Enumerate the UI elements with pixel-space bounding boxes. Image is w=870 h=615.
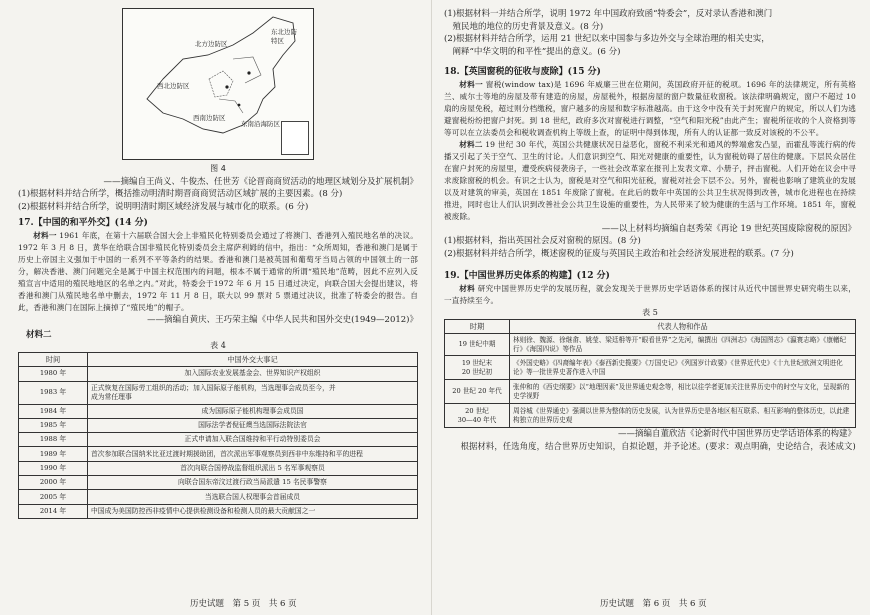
q17-m1-line: 部分，解决香港、澳门问题完全是属于中国主权范围内的问题，根本不属于通常的所谓“殖	[18, 255, 418, 276]
region-northwest: 西北边防区	[157, 82, 190, 90]
q17-m1-line: 通过了将澳门、香港列入殖民地名单的决议。1972 年 3 月 8 日，黄华在给联合国非殖民化特别委员会主	[18, 231, 419, 252]
q17-sub-line: (1)根据材料一并结合所学，说明 1972 年中国政府致函“特委会”，反对录认香港和澳门	[444, 9, 773, 19]
table-header-row	[445, 320, 856, 334]
q17-sub2	[444, 33, 856, 58]
table-cell-year: 1989 年	[19, 447, 88, 461]
q17-m1-line: 1972 年 6 月 15 日通过决定，向联合国大会提出建议，将香港和澳门从殖民地名单中删去，	[18, 279, 418, 300]
q18-m1-line: 窗税所征收的个人资格到等等可以在立法委员会和税收调查机构上等级上查，	[444, 116, 856, 137]
q18-m2-line: 霍乱等流行病的传播又引起了关于空气、卫生的讨论。人们意识到空气、阳光对健康的	[444, 140, 856, 161]
event-line: 成为常任理事	[91, 392, 132, 401]
q18-sub1: (1)根据材料，指出英国社会反对窗税的原因。(8 分)	[444, 236, 641, 246]
q17-title-text: 【中国的和平外交】(14 分)	[33, 218, 148, 228]
map-figure	[122, 8, 314, 160]
q18-material-2	[444, 139, 856, 223]
q18-m1-line: 窗税(window tax)是 1696 年威廉三世在位期间，英国政府开征的税项。	[485, 80, 747, 89]
region-northeast: 东北边防特区	[271, 28, 297, 45]
q19-task-line: 根据材料，任选角度，结合世界历史知识，自拟论题，并予论述。(要求：观点明确，史论	[460, 441, 794, 452]
q16-sub1: (1)根据材料并结合所学，概括推动明清时期晋商商贸活动区域扩展的主要因素。(8 分)	[18, 189, 343, 199]
table-cell-works: 周谷城《世界通史》强调以世界为整体的历史发展，认为世界历史是各地区相互联系、相互影响的整体历史，以此建构独立的世界历史观	[510, 404, 856, 428]
q17-m2-label: 材料二	[26, 330, 52, 340]
table-row	[19, 381, 418, 404]
q17-m1-line: 席萨利姆的信中，指出：“众所周知，香港和澳门是属于历史上帝国主义强加于中国的	[18, 243, 418, 264]
q17-m1-label: 材料一	[33, 231, 57, 240]
table-row	[19, 447, 418, 461]
page-footer: 历史试题 第 5 页 共 6 页	[190, 599, 297, 609]
table-row	[19, 461, 418, 475]
table-header-row	[19, 353, 418, 367]
q19-m-line: 研究中国世界历史学的发展历程，就会发现关于世界历史学话语体系的探	[477, 284, 730, 293]
event-line: 正式恢复在国际劳工组织的活动；加入国际原子能机构，当选理事会成员至今，并	[91, 383, 336, 392]
q18-material-1	[444, 79, 856, 139]
region-southwest: 西南边防区	[193, 114, 226, 122]
q17-sub-line: (2)根据材料并结合所学，运用 21 世纪以来中国参与多边外交与全球治理的相关史实，	[444, 34, 770, 44]
table-cell-year: 1983 年	[19, 381, 88, 404]
q18-m2-line: 同时也让人们认识到改善社会公共卫生设施的重要性，为人民	[467, 200, 678, 209]
table-5	[444, 319, 856, 428]
table-cell-year: 1988 年	[19, 433, 88, 447]
table-cell-year: 1985 年	[19, 418, 88, 432]
table-cell-period: 19 世纪中期	[445, 334, 510, 356]
table-cell-year: 1984 年	[19, 404, 88, 418]
q17-sub-line: 阐释“中华文明的和平性”提出的意义。(6 分)	[452, 46, 621, 57]
q18-m1-label: 材料一	[459, 80, 484, 89]
q18-title	[444, 66, 856, 79]
table-row	[19, 433, 418, 447]
q19-m-label: 材料	[459, 284, 475, 293]
table-cell-year: 1990 年	[19, 461, 88, 475]
table-cell-period: 19 世纪末 20 世纪初	[445, 356, 510, 380]
table-cell-event	[88, 381, 418, 404]
table-row	[445, 380, 856, 404]
table-cell-works: 《外国史略》《四裔编年表》《泰西新史揽要》《万国史记》《列国岁计政要》《世界近代史》《十九世纪欧洲文明进化论》等一批世界史著作进入中国	[510, 356, 856, 380]
table-cell-event: 国际法学者倪征燠当选国际法院法官	[88, 418, 418, 432]
table-cell-works: 张仲和的《西史纲要》以“地理因素”及世界通史观念等，相比以往学者更加关注世界历史中的时空与文化，呈现新的史学视野	[510, 380, 856, 404]
q17-title	[18, 217, 418, 230]
q19-title-text: 【中国世界历史体系的构建】(12 分)	[459, 271, 610, 281]
q19-task	[444, 440, 856, 452]
q18-m1-line: 窗户越多的房屋和数字标准越高。由于这令中没有关于封死窗户的规定，所以人们为逃避窗税	[444, 104, 856, 125]
table-cell-event: 正式申请加入联合国维持和平行动特别委员会	[88, 433, 418, 447]
q17-m1-line: 港和澳门在国际上摘掉了“殖民地”的帽子。	[41, 303, 189, 312]
q18-number: 18.	[444, 67, 460, 77]
q18-m1-line: 的证明中得到体现，所有人的认证都一致反对该税的不公平。	[614, 128, 824, 137]
region-north: 北方边防区	[195, 40, 228, 48]
q18-m2-line: 房子，一些社会改革家在报刊上发表文章、小册子，抨击窗税。人们开始在议会中寻求	[444, 164, 856, 185]
q17-sub-line: 殖民地的地位的历史背景及意义。(8 分)	[452, 21, 604, 32]
q19-m-line: 讨从近代中国世界史研究萌生以来，一直持续至今。	[444, 284, 856, 305]
q18-m2-line: 另外，窗税也影响了建筑业的发展以及对建筑的审美，英国在 1851 年废除了窗税。	[444, 176, 857, 197]
q19-number: 19.	[444, 271, 460, 281]
q17-m1-source: ——摘编自黄庆、王巧荣主编《中华人民共和国外交史(1949—2012)》	[147, 315, 418, 325]
q17-number: 17.	[18, 218, 34, 228]
q18-m1-line: 1696 年的法律规定，所有英格兰、威尔士等地的房屋及带有建造的房屋，房屋税外，根据	[444, 80, 856, 101]
table-5-caption: 表 5	[642, 308, 658, 317]
table-row	[19, 418, 418, 432]
q16-source: ——摘编自王尚义、牛俊杰、任世芳《论晋商商贸活动的地理区域划分及扩展机制》	[103, 177, 418, 187]
table-4	[18, 352, 418, 519]
q17-m1-line: 一系列不平等条约的结果。香港和澳门是被英国和葡萄牙当局占领的中国领土的一	[122, 255, 411, 264]
table-header: 时期	[445, 320, 510, 334]
table-cell-event: 首次向联合国停战监督组织派出 5 名军事观察员	[88, 461, 418, 475]
table-cell-year: 2000 年	[19, 476, 88, 490]
q19-source: ——摘编自董欣洁《论新时代中国世界历史学话语体系的构建》	[617, 429, 856, 440]
page-footer: 历史试题 第 6 页 共 6 页	[600, 599, 707, 609]
q18-m2-line: 19 世纪 30 年代，英国公共健康状况日益恶化，窗税不利采光和通风的弊端愈发凸显，而	[485, 140, 794, 149]
q18-m1-line: 房屋的窗户数量征收窗税。该法律明确规定，窗户不超过 10 扇的房屋免税，超过则分档缴税，	[444, 92, 856, 113]
q18-m2-line: 在此后的数年中英国的公共卫生状况得到改善，城市化进程也在持续推进，	[444, 188, 857, 209]
q17-m1-line: 民地”范畴，因此不应列入反殖宣言中适用的殖民地地区的名单之内。”对此，特委会于	[18, 267, 418, 288]
table-header: 代表人物和作品	[510, 320, 856, 334]
q18-m1-line: 纷纷把窗户封死。到 18 世纪，政府多次对窗税进行调整，“空气和阳光税”由此产生；	[467, 116, 763, 125]
q17-sub1	[444, 8, 856, 33]
page-6	[432, 0, 870, 615]
page-5	[0, 0, 432, 615]
table-cell-year: 1980 年	[19, 367, 88, 381]
table-cell-event: 加入国际农业发展基金会、世界知识产权组织	[88, 367, 418, 381]
q18-source: ——以上材料均摘编自赵秀荣《再论 19 世纪英国废除窗税的原因》	[601, 224, 856, 234]
q16-sub2: (2)根据材料并结合所学，说明明清时期区域经济发展与城市化的联系。(6 分)	[18, 201, 309, 212]
region-southeast: 东南沿海防区	[241, 120, 280, 128]
table-row	[19, 504, 418, 518]
table-row	[445, 356, 856, 380]
table-row	[445, 404, 856, 428]
q18-title-text: 【英国窗税的征收与废除】(15 分)	[459, 67, 601, 77]
q18-m2-label: 材料二	[459, 140, 483, 149]
q19-material	[444, 283, 856, 307]
table-header: 时间	[19, 353, 88, 367]
table-cell-event: 向联合国东帝汶过渡行政当局派遣 15 名民事警察	[88, 476, 418, 490]
table-row	[445, 334, 856, 356]
q17-m1-line: 1972 年 11 月 8 日，联大以 99 票对 5 票通过决议，批准了特委会的报告。自此，香	[18, 291, 418, 312]
table-cell-year: 2005 年	[19, 490, 88, 504]
q19-task-line: 结合，表述成文)	[793, 441, 856, 452]
table-row	[19, 404, 418, 418]
table-cell-period: 20 世纪 20 年代	[445, 380, 510, 404]
q18-m2-line: 重要性，认为窗税妨碍了居住的健康。下层民众居住在窗户封死的房屋里，遭受疾病侵袭	[444, 152, 856, 173]
table-row	[19, 367, 418, 381]
q19-title	[444, 270, 856, 283]
table-cell-event: 首次参加联合国纳米比亚过渡时期援助团，首次派出军事观察员到西非中东维持和平的进程	[88, 447, 418, 461]
q17-material-1	[18, 230, 418, 314]
table-row	[19, 476, 418, 490]
q18-m2-line: 带来了较为健康的生活与工作环境。1851 年，窗税被废除。	[444, 200, 856, 221]
table-cell-event: 成为国际原子能机构理事会成员国	[88, 404, 418, 418]
table-header: 中国外交大事记	[88, 353, 418, 367]
table-cell-year: 2014 年	[19, 504, 88, 518]
q18-m2-line: 废除窗税的机会。有识之士认为，窗税是对空气和阳光征税，窗税对社会下层不公。	[451, 176, 740, 185]
q17-m1-line: 1961 年底，在第十六届联合国大会上非殖民化特别委员会	[59, 231, 262, 240]
table-cell-works: 林则徐、魏源、徐继畬、姚莹、梁廷枏等开“眼看世界”之先河，编撰出《四洲志》《海国图志》《瀛寰志略》《康輶纪行》《海国四说》等作品	[510, 334, 856, 356]
table-cell-period: 20 世纪 30—40 年代	[445, 404, 510, 428]
table-4-caption: 表 4	[210, 341, 226, 350]
table-cell-event: 当选联合国人权理事会首届成员	[88, 490, 418, 504]
table-row	[19, 490, 418, 504]
map-inset	[281, 121, 309, 155]
table-cell-event: 中国成为美国防控西非疫情中心提供检测设备和检测人员的最大贡献国之一	[88, 504, 418, 518]
figure-caption: 图 4	[210, 164, 226, 173]
q18-sub2: (2)根据材料并结合所学，概述窗税的征废与英国民主政治和社会经济发展进程的联系。(7 分)	[444, 248, 794, 259]
